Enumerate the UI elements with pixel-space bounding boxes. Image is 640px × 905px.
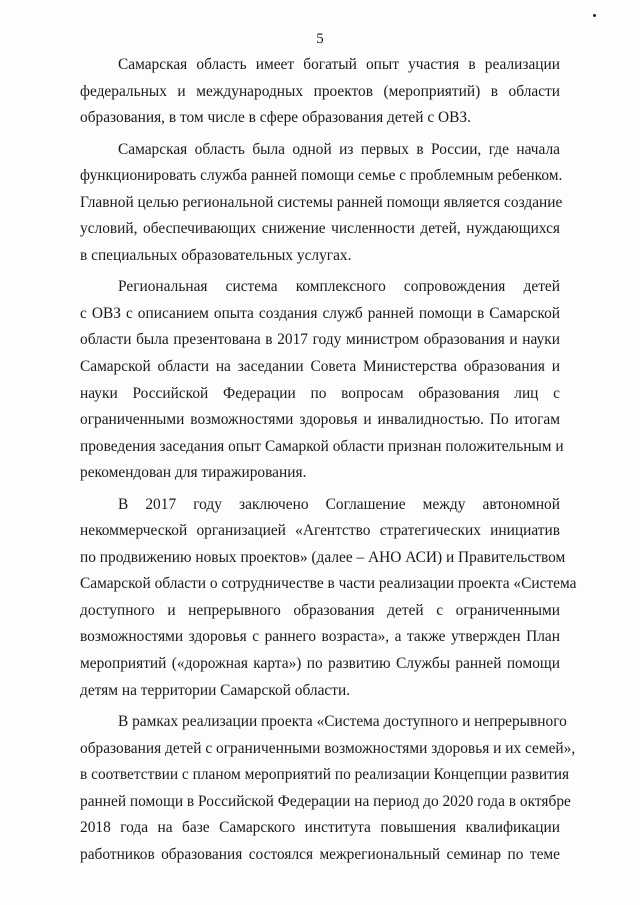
text-line: В рамках реализации проекта «Система доступного и непрерывного [118,713,567,731]
text-line: доступного и непрерывного образования детей с ограниченными [80,601,560,619]
text-line: мероприятий («дорожная карта») по развитию Службы ранней помощи [80,655,560,673]
body-text [80,52,577,868]
text-line: области была презентована в 2017 году министром образования и науки [80,331,560,349]
text-line: Самарская область была одной из первых в России, где начала [118,140,560,158]
text-line: Главной целью региональной системы ранней помощи является создание [80,193,563,211]
text-line: некоммерческой организацией «Агентство стратегических инициатив [80,522,560,540]
page-number: 5 [316,31,324,47]
text-line: Самарская область имеет богатый опыт участия в реализации [118,56,560,73]
text-line: проведения заседания опыт Самаркой области признан положительным и [80,437,564,455]
text-line: науки Российской Федерации по вопросам образования лиц с [80,384,560,402]
text-line: в специальных образовательных услугах. [80,246,352,264]
paragraph [80,492,577,704]
paragraph [80,709,576,868]
text-line: 2018 года на базе Самарского института повышения квалификации [80,819,560,837]
text-line: работников образования состоялся межрегиональный семинар по теме [80,845,560,863]
text-line: Региональная система комплексного сопровождения детей [118,278,560,296]
text-line: образования, в том числе в сфере образования детей с ОВЗ. [80,109,471,127]
text-line: условий, обеспечивающих снижение численности детей, нуждающихся [80,220,560,238]
text-line: ранней помощи в Российской Федерации на период до 2020 года в октябре [80,792,571,810]
text-line: в соответствии с планом мероприятий по реализации Концепции развития [80,766,570,784]
paragraph [80,137,563,270]
text-line: Самарской области о сотрудничестве в части реализации проекта «Система [80,575,577,593]
text-line: ограниченными возможностями здоровья и инвалидностью. По итогам [80,411,560,429]
text-line: возможностями здоровья с раннего возраста», а также утвержден План [80,628,560,646]
text-line: с ОВЗ с описанием опыта создания служб ранней помощи в Самарской [80,304,560,322]
paragraph [80,274,564,486]
text-line: образования детей с ограниченными возможностями здоровья и их семей», [80,739,576,757]
text-line: Самарской области на заседании Совета Министерства образования и [80,358,560,376]
paragraph [80,52,560,132]
text-line: федеральных и международных проектов (мероприятий) в области [80,82,560,100]
text-line: В 2017 году заключено Соглашение между автономной [118,495,560,513]
text-line: рекомендован для тиражирования. [80,464,307,482]
text-line: по продвижению новых проектов» (далее – АНО АСИ) и Правительством [80,548,566,566]
text-line: детям на территории Самарской области. [80,681,351,699]
scan-mark [593,14,596,17]
text-line: функционировать служба ранней помощи семье с проблемным ребенком. [80,167,563,185]
